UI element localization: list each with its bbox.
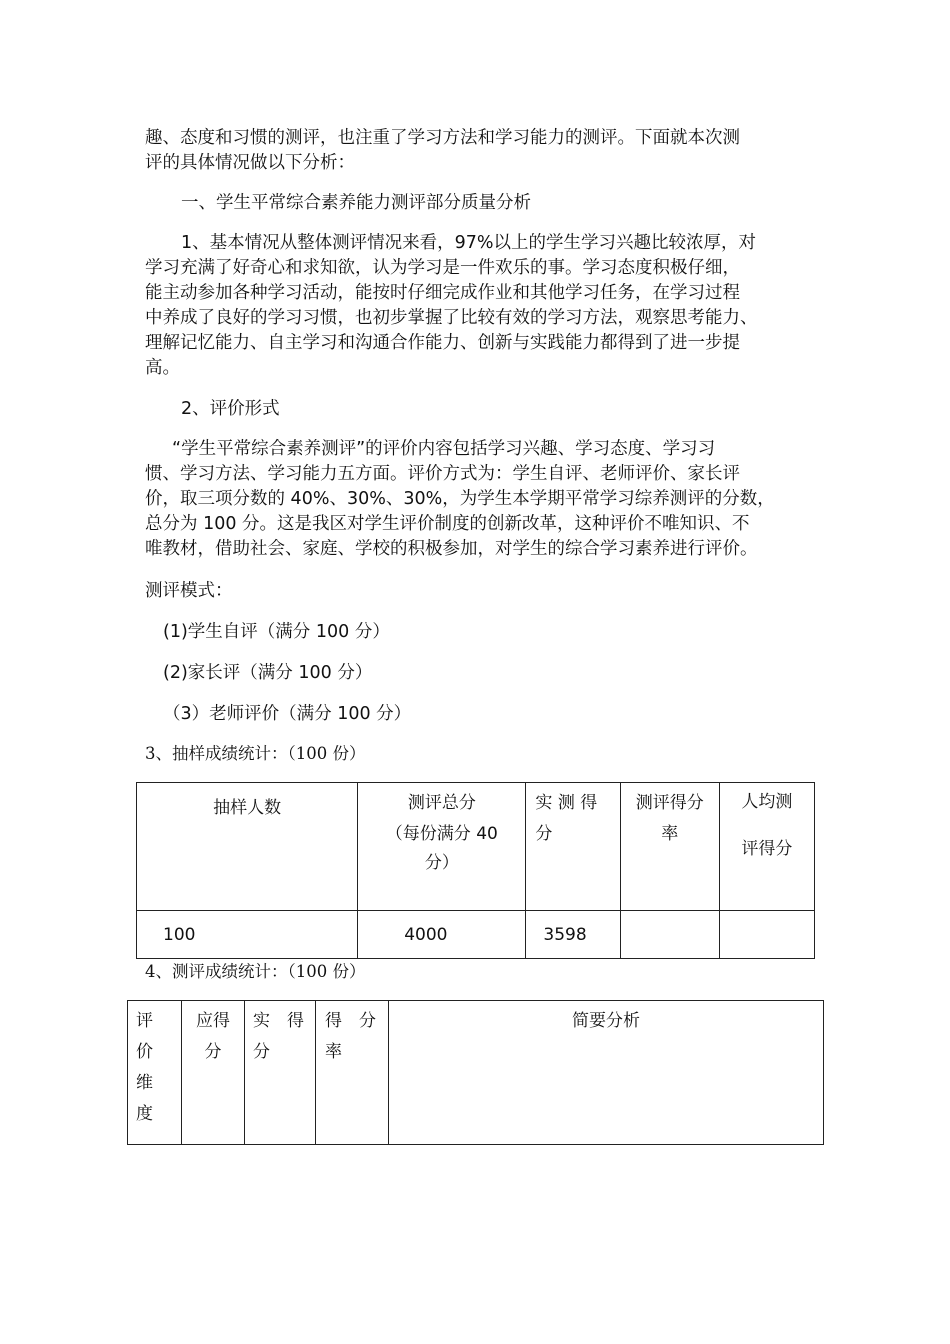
header-text: 维	[136, 1073, 153, 1093]
para1-line-5: 理解记忆能力、自主学习和沟通合作能力、创新与实践能力都得到了进一步提	[145, 333, 740, 353]
para2-line-2: 惯、学习方法、学习能力五方面。评价方式为：学生自评、老师评价、家长评	[145, 464, 740, 484]
header-brief-analysis	[389, 1001, 824, 1145]
intro-line-1: 趣、态度和习惯的测评，也注重了学习方法和学习能力的测评。下面就本次测	[145, 128, 740, 148]
header-score-rate	[620, 783, 719, 911]
para2-line-1: “学生平常综合素养测评”的评价内容包括学习兴趣、学习态度、学习习	[172, 439, 716, 459]
header-text: 率	[661, 824, 679, 844]
mode-label: 测评模式：	[145, 581, 233, 601]
header-score-rate	[316, 1001, 389, 1145]
table2-caption: 4、测评成绩统计：（100 份）	[145, 962, 366, 981]
header-text: （每份满分 40	[385, 824, 498, 844]
mode-item: (2)家长评（满分 100 分）	[163, 663, 373, 683]
header-text: 度	[136, 1104, 153, 1124]
header-text: 测评得分	[635, 793, 704, 813]
table-header-row	[128, 1001, 824, 1145]
header-text: 分	[253, 1042, 270, 1062]
header-total-score	[358, 783, 526, 911]
cell-score-rate	[620, 911, 719, 959]
header-text: 得 分	[325, 1011, 376, 1031]
header-expected-score	[182, 1001, 245, 1145]
header-text: 实 得	[253, 1011, 304, 1031]
item2-heading: 2、评价形式	[181, 399, 280, 419]
para1-line-1: 1、基本情况从整体测评情况来看，97%以上的学生学习兴趣比较浓厚，对	[181, 233, 757, 253]
table-row	[137, 911, 815, 959]
para2-line-5: 唯教材，借助社会、家庭、学校的积极参加，对学生的综合学习素养进行评价。	[145, 539, 758, 559]
para1-line-3: 能主动参加各种学习活动，能按时仔细完成作业和其他学习任务，在学习过程	[145, 283, 740, 303]
header-text: 人均测	[741, 792, 793, 812]
header-sample-count	[137, 783, 358, 911]
header-text: 分	[204, 1042, 222, 1062]
table-header-row	[137, 783, 815, 911]
header-text: 评	[136, 1011, 153, 1031]
header-text: 价	[136, 1042, 153, 1062]
cell-actual-score: 3598	[526, 911, 620, 959]
table1-caption: 3、抽样成绩统计：（100 份）	[145, 744, 366, 763]
cell-sample-count: 100	[137, 911, 358, 959]
header-dimension	[128, 1001, 182, 1145]
mode-item: (1)学生自评（满分 100 分）	[163, 622, 390, 642]
header-text: 实 测 得	[535, 793, 598, 813]
header-text: 率	[325, 1042, 342, 1062]
header-text: 评得分	[741, 839, 793, 859]
cell-total-score: 4000	[358, 911, 526, 959]
sampling-score-table	[136, 782, 815, 959]
evaluation-score-table	[127, 1000, 824, 1145]
header-text: 测评总分	[407, 793, 476, 813]
header-actual-score	[526, 783, 620, 911]
header-text: 应得	[196, 1011, 230, 1031]
mode-item: （3）老师评价（满分 100 分）	[163, 704, 412, 724]
para2-line-4: 总分为 100 分。这是我区对学生评价制度的创新改革，这种评价不唯知识、不	[145, 514, 750, 534]
section1-heading: 一、学生平常综合素养能力测评部分质量分析	[181, 193, 531, 213]
header-text: 抽样人数	[213, 798, 282, 818]
header-text: 分	[535, 824, 553, 844]
para1-line-6: 高。	[145, 358, 180, 378]
intro-line-2: 评的具体情况做以下分析：	[145, 153, 355, 173]
cell-average-score	[719, 911, 814, 959]
header-average-score	[719, 783, 814, 911]
para1-line-4: 中养成了良好的学习习惯，也初步掌握了比较有效的学习方法，观察思考能力、	[145, 308, 758, 328]
header-text: 分）	[424, 853, 459, 873]
para2-line-3: 价，取三项分数的 40%、30%、30%，为学生本学期平常学习综养测评的分数，	[145, 489, 775, 509]
header-text: 简要分析	[572, 1011, 640, 1031]
para1-line-2: 学习充满了好奇心和求知欲，认为学习是一件欢乐的事。学习态度积极仔细，	[145, 258, 740, 278]
header-actual-score	[245, 1001, 316, 1145]
